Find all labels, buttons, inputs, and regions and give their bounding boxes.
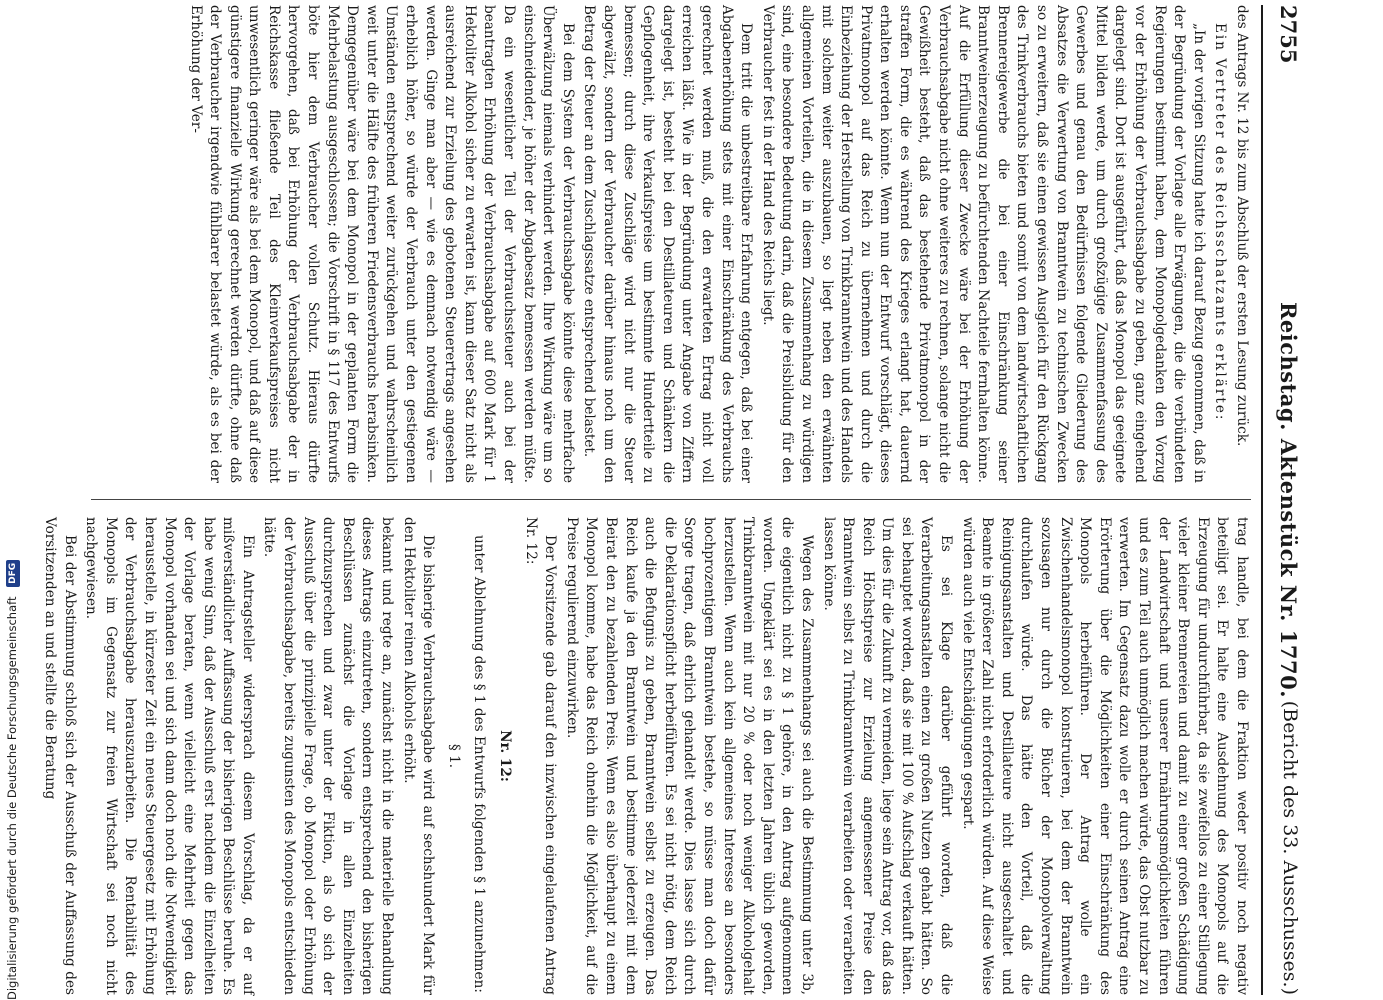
- paragraph: unter Ablehnung des § 1 des Entwurfs folgenden § 1 anzunehmen:: [471, 535, 488, 993]
- paragraph: Bei dem System der Verbrauchsabgabe könnte diese mehrfache Überwälzung niemals verhindert werden. Ihre Wirkung wäre um so einschneidender, je höher der Abgabesatz bemessen werden müßte. Da ein wesentlicher Teil der Verbrauchssteuer auch bei der beantragten Erhöhung der Verbrauchsabgabe auf 600 Mark für 1 Hektoliter Alkohol sicher zu erwarten ist, kann dieser Satz nicht als ausreichend zur Erzielung des gebotenen Steuerertrags angesehen werden. Ginge man aber — wie es demnach notwendig wäre — erheblich höher, so würde der Verbrauch unter den gestiegenen Umständen entsprechend weiter zurückgehen und wahrscheinlich weit unter die Hälfte des früheren Friedensverbrauchs herabsinken. Demgegenüber wäre bei dem Monopol in der geplanten Form die Mehrbelastung ausgeschlossen; die Vorschrift in § 117 des Entwurfs böte hier dem Verbraucher vollen Schutz. Hieraus dürfte hervorgehen, daß bei Erhöhung der Verbrauchsabgabe der in Reichskasse fließende Teil des Kleinverkaufspreises nicht unwesentlich geringer wäre als bei dem Monopol, und daß auf diese günstigere finanzielle Wirkung gerechnet werden dürfte, ohne daß der Verbraucher irgendwie fühlbarer belastet würde, als es bei der Erhöhung der Ver-: [187, 5, 576, 483]
- section-heading: § 1.: [445, 743, 462, 769]
- text-column-left: [81, 5, 1251, 483]
- text-column-right: [41, 517, 1251, 995]
- column-divider: [91, 499, 1251, 500]
- footer-text: Digitalisierung gefördert durch die Deutsche Forschungsgemeinschaft: [5, 596, 19, 1000]
- paragraph: „In der vorigen Sitzung hatte ich darauf Bezug genommen, daß in der Begründung der Vorlage alle Erwägungen, die die verbündeten Regierungen bestimmt haben, dem Monopolgedanken den Vorzug vor der Erhöhung der Verbrauchsabgabe zu geben, ganz eingehend dargelegt sind. Dort ist ausgeführt, daß das Monopol das geeignete Mittel bilden werde, um durch großzügige Zusammenfassung des Gewerbes und genau den Bedürfnissen folgende Gliederung des Absatzes die Verwertung von Branntwein zu technischen Zwecken so zu erweitern, daß sie einen gewissen Ausgleich für den Rückgang des Trinkverbrauchs bieten und somit von dem landwirtschaftlichen Brennereigewerbe die bei einer Einschränkung seiner Branntweinerzeugung zu befürchtenden Nachteile fernhalten könne. Auf die Erfüllung dieser Zwecke wäre bei der Erhöhung der Verbrauchsabgabe nicht ohne weiteres zu rechnen, solange nicht die Gewißheit besteht, daß das bestehende Privatmonopol in der straffen Form, die es während des Krieges erlangt hat, dauernd erhalten werden könnte. Wenn nun der Entwurf vorschlägt, dieses Privatmonopol auf das Reich zu übernehmen und durch die Einbeziehung der Herstellung von Trinkbranntwein und des Handels mit solchem weiter auszubauen, so liegt neben den erwähnten allgemeinen Vorteilen, die in diesem Zusammenhang zu würdigen sind, eine besondere Bedeutung darin, daß die Preisbildung für den Verbraucher fest in der Hand des Reichs liegt.: [759, 5, 1207, 483]
- paragraph: Die bisherige Verbrauchsabgabe wird auf sechshundert Mark für den Hektoliter reinen Alkohols erhöht.: [400, 517, 437, 995]
- motion-number: Nr. 12:: [497, 730, 514, 782]
- page-subtitle: (Bericht des 33. Ausschusses.): [1279, 700, 1301, 995]
- paragraph: bekannt und regte an, zunächst nicht in die materielle Behandlung dieses Antrags einzutreten, sondern entsprechend den bisherigen Beschlüssen zunächst die Vorlage in allen Einzelheiten durchzusprechen und zwar unter der Fiktion, als ob sich der Ausschuß über die prinzipielle Frage, ob Monopol oder Erhöhung der Verbrauchsabgabe, bereits zugunsten des Monopols entschieden hätte.: [261, 517, 396, 995]
- digitization-footer: [0, 0, 24, 1000]
- page-header: [1263, 5, 1307, 995]
- paragraph: des Antrags Nr. 12 bis zum Abschluß der ersten Lesung zurück.: [1234, 5, 1250, 447]
- page-title: Reichstag. Aktenstück Nr. 1770.: [1276, 301, 1301, 699]
- paragraph: Ein Antragsteller widersprach diesem Vorschlag, da er auf mißverständlicher Auffassung der bisherigen Beschlüsse beruhe. Es habe wenig Sinn, daß der Ausschuß erst nachdem die Einzelheiten der Vorlage beraten, wenn vielleicht eine Mehrheit gegen das Monopol vorhanden sei und sich dann doch noch die Notwendigkeit herausstelle, in kürzester Zeit ein neues Steuergesetz mit Erhöhung der Verbrauchsabgabe herauszuarbeiten. Die Rentabilität des Monopols im Gegensatz zur freien Wirtschaft sei noch nicht nachgewiesen.: [83, 517, 256, 995]
- dfg-logo: DFG: [6, 560, 20, 587]
- paragraph-speaker: Ein Vertreter des Reichsschatzamts erklärte:: [1212, 23, 1229, 422]
- paragraph: Es sei Klage darüber geführt worden, daß die Verarbeitungsanstalten einen zu großen Nutzen gehabt hätten. So sei behauptet worden, daß sie mit 100 % Aufschlag verkauft hätten. Um dies für die Zukunft zu vermeiden, liege sein Antrag vor, daß das Reich Höchstpreise zur Erzielung angemessener Preise den Branntwein selbst zu Trinkbranntwein verarbeiten oder verarbeiten lassen könne.: [820, 517, 955, 995]
- paragraph: trag handle, bei dem die Fraktion weder positiv noch negativ beteiligt sei. Er halte eine Ausdehnung des Monopols auf die Erzeugung für undurchführbar, da sie zweifellos zu einer Stillegung vieler kleiner Brennereien und damit zu einer großen Schädigung der Landwirtschaft und unserer Ernährungsmöglichkeiten führen und es zum Teil auch unmöglich machen würde, das Obst nutzbar zu verwerten. Im Gegensatz dazu wolle er durch seinen Antrag eine Erörterung über die Möglichkeiten einer Einschränkung des Monopols herbeiführen. Der Antrag wolle ein Zwischenhandelsmonopol konstruieren, bei dem der Branntwein sozusagen nur durch die Bücher der Monopolverwaltung durchlaufen würde. Das hätte den Vorteil, daß die Reinigungsanstalten und Destillateure nicht ausgeschaltet und Beamte in größerer Zahl nicht erforderlich würden. Auf diese Weise würden auch viele Entschädigungen gespart.: [959, 517, 1250, 995]
- paragraph: Der Vorsitzende gab darauf den inzwischen eingelaufenen Antrag Nr. 12:: [522, 517, 559, 995]
- paragraph: Dem tritt die unbestreitbare Erfahrung entgegen, daß bei einer Abgabenerhöhung stets mit einer Einschränkung des Verbrauchs gerechnet werden muß, die den erwarteten Ertrag nicht voll erreichen läßt. Wie in der Begründung unter Angabe von Ziffern dargelegt ist, besteht bei den Destillateuren und Schänkern die Gepflogenheit, ihre Verkaufspreise um bestimmte Hundertteile zu bemessen; durch diese Zuschläge wird nicht nur die Steuer abgewälzt, sondern der Verbraucher darüber hinaus noch um den Betrag der Steuer an dem Zuschlagssatze entsprechend belastet.: [581, 5, 755, 483]
- page-number: 2755: [1276, 5, 1301, 64]
- paragraph: Wegen des Zusammenhangs sei auch die Bestimmung unter 3b, die eigentlich nicht zu § 1 gehöre, in den Antrag aufgenommen worden. Ungeklärt sei es in den letzten Jahren üblich geworden, Trinkbranntwein mit nur 20 % oder noch weniger Alkoholgehalt herzustellen. Wenn auch kein allgemeines Interesse an besonders hochprozentigem Branntwein bestehe, so müsse man doch dafür Sorge tragen, daß ehrlich gehandelt werde. Dies lasse sich durch die Deklarationspflicht herbeiführen. Es sei nicht nötig, dem Reich auch die Befugnis zu geben, Branntwein selbst zu erzeugen. Das Reich kaufe ja den Branntwein und bestimme jederzeit mit dem Beirat den zu bezahlenden Preis. Wenn es also überhaupt zu einem Monopol komme, habe das Reich ohnehin die Möglichkeit, auf die Preise regulierend einzuwirken.: [563, 517, 815, 995]
- paragraph: Bei der Abstimmung schloß sich der Ausschuß der Auffassung des Vorsitzenden an und stellte die Beratung: [41, 517, 78, 995]
- document-page: [41, 5, 1307, 995]
- header-rule: [1261, 5, 1263, 995]
